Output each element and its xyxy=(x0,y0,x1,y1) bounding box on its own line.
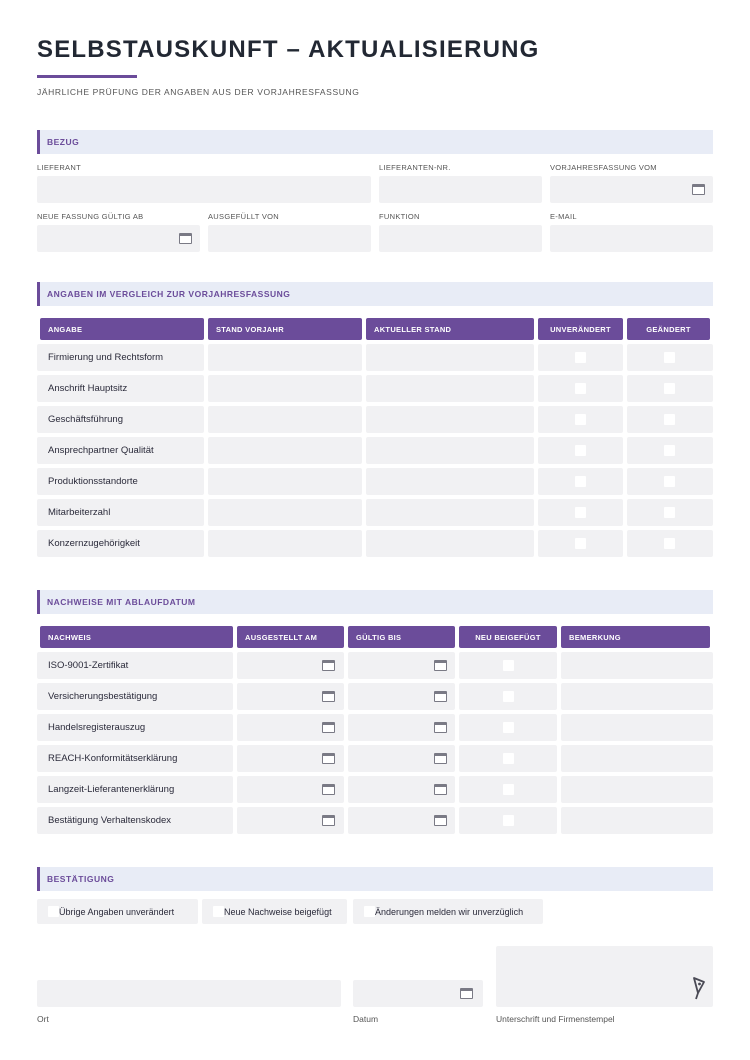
confirm-option-unveraendert[interactable]: Übrige Angaben unverändert xyxy=(37,899,198,924)
geaendert-checkbox[interactable] xyxy=(664,352,675,363)
table-row-label: Versicherungsbestätigung xyxy=(37,683,233,710)
section-bestaetigung-heading: BESTÄTIGUNG xyxy=(47,874,115,884)
neu-beigefuegt-checkbox[interactable] xyxy=(503,753,514,764)
aktueller-stand-cell[interactable] xyxy=(366,375,534,402)
unveraendert-checkbox[interactable] xyxy=(575,476,586,487)
nachweise-col-ausgestellt: AUSGESTELLT AM xyxy=(237,626,344,648)
neu-beigefuegt-checkbox[interactable] xyxy=(503,784,514,795)
confirm-option-aenderungen[interactable]: Änderungen melden wir unverzüglich xyxy=(353,899,543,924)
confirm-checkbox[interactable] xyxy=(364,906,375,917)
ort-label: Ort xyxy=(37,1014,49,1024)
table-row-label: ISO-9001-Zertifikat xyxy=(37,652,233,679)
vorjahresfassung-label: VORJAHRESFASSUNG VOM xyxy=(550,163,657,172)
calendar-icon[interactable] xyxy=(322,722,335,733)
unveraendert-cell xyxy=(538,375,623,402)
geaendert-checkbox[interactable] xyxy=(664,445,675,456)
nachweise-col-neu: NEU BEIGEFÜGT xyxy=(459,626,557,648)
geaendert-checkbox[interactable] xyxy=(664,383,675,394)
neu-beigefuegt-checkbox[interactable] xyxy=(503,722,514,733)
section-bestaetigung xyxy=(37,867,713,891)
geaendert-cell xyxy=(627,344,713,371)
nachweise-col-nachweis: NACHWEIS xyxy=(40,626,233,648)
table-row-label: Langzeit-Lieferantenerklärung xyxy=(37,776,233,803)
calendar-icon[interactable] xyxy=(434,815,447,826)
ausgefuellt-von-label: AUSGEFÜLLT VON xyxy=(208,212,280,221)
lieferanten-nr-field[interactable] xyxy=(379,176,542,203)
gueltig-date-cell[interactable] xyxy=(348,714,455,741)
aktueller-stand-cell[interactable] xyxy=(366,530,534,557)
pen-icon xyxy=(691,976,707,1000)
calendar-icon[interactable] xyxy=(460,988,473,999)
gueltig-date-cell[interactable] xyxy=(348,745,455,772)
lieferant-field[interactable] xyxy=(37,176,371,203)
unveraendert-cell xyxy=(538,437,623,464)
neue-fassung-label: NEUE FASSUNG GÜLTIG AB xyxy=(37,212,144,221)
geaendert-cell xyxy=(627,437,713,464)
datum-field[interactable] xyxy=(353,980,483,1007)
table-row-label: Mitarbeiterzahl xyxy=(37,499,204,526)
title-underline xyxy=(37,75,137,78)
email-label: E-MAIL xyxy=(550,212,577,221)
neue-fassung-date-field[interactable] xyxy=(37,225,200,252)
gueltig-date-cell[interactable] xyxy=(348,776,455,803)
confirm-option-nachweise[interactable]: Neue Nachweise beigefügt xyxy=(202,899,347,924)
unveraendert-checkbox[interactable] xyxy=(575,538,586,549)
funktion-field[interactable] xyxy=(379,225,542,252)
aktueller-stand-cell[interactable] xyxy=(366,437,534,464)
angaben-col-unveraendert: UNVERÄNDERT xyxy=(538,318,623,340)
nachweise-col-bemerkung: BEMERKUNG xyxy=(561,626,710,648)
ausgestellt-date-cell[interactable] xyxy=(237,807,344,834)
bemerkung-cell[interactable] xyxy=(561,776,713,803)
datum-label: Datum xyxy=(353,1014,379,1024)
aktueller-stand-cell[interactable] xyxy=(366,499,534,526)
lieferanten-nr-label: LIEFERANTEN-NR. xyxy=(379,163,451,172)
geaendert-checkbox[interactable] xyxy=(664,538,675,549)
page-title: SELBSTAUSKUNFT – AKTUALISIERUNG xyxy=(37,36,540,63)
calendar-icon[interactable] xyxy=(434,691,447,702)
table-row-label: Handelsregisterauszug xyxy=(37,714,233,741)
table-row-label: Anschrift Hauptsitz xyxy=(37,375,204,402)
stand-vorjahr-cell[interactable] xyxy=(208,530,362,557)
table-row-label: Produktionsstandorte xyxy=(37,468,204,495)
funktion-label: FUNKTION xyxy=(379,212,420,221)
geaendert-cell xyxy=(627,406,713,433)
geaendert-checkbox[interactable] xyxy=(664,507,675,518)
unveraendert-cell xyxy=(538,344,623,371)
stand-vorjahr-cell[interactable] xyxy=(208,468,362,495)
vorjahresfassung-date-field[interactable] xyxy=(550,176,713,203)
section-angaben-heading: ANGABEN IM VERGLEICH ZUR VORJAHRESFASSUNG xyxy=(47,289,291,299)
angaben-col-aktueller-stand: AKTUELLER STAND xyxy=(366,318,534,340)
table-row-label: Bestätigung Verhaltenskodex xyxy=(37,807,233,834)
stand-vorjahr-cell[interactable] xyxy=(208,499,362,526)
ausgestellt-date-cell[interactable] xyxy=(237,776,344,803)
lieferant-label: LIEFERANT xyxy=(37,163,81,172)
neu-cell xyxy=(459,652,557,679)
confirm-checkbox[interactable] xyxy=(213,906,224,917)
stand-vorjahr-cell[interactable] xyxy=(208,375,362,402)
section-bezug xyxy=(37,130,713,154)
geaendert-cell xyxy=(627,375,713,402)
geaendert-checkbox[interactable] xyxy=(664,414,675,425)
geaendert-cell xyxy=(627,499,713,526)
section-nachweise-heading: NACHWEISE MIT ABLAUFDATUM xyxy=(47,597,196,607)
bemerkung-cell[interactable] xyxy=(561,807,713,834)
stand-vorjahr-cell[interactable] xyxy=(208,437,362,464)
signature-field[interactable] xyxy=(496,946,713,1007)
unveraendert-cell xyxy=(538,468,623,495)
aktueller-stand-cell[interactable] xyxy=(366,468,534,495)
table-row-label: Ansprechpartner Qualität xyxy=(37,437,204,464)
table-row-label: Firmierung und Rechtsform xyxy=(37,344,204,371)
calendar-icon[interactable] xyxy=(434,784,447,795)
unterschrift-label: Unterschrift und Firmenstempel xyxy=(496,1014,615,1024)
section-angaben xyxy=(37,282,713,306)
bemerkung-cell[interactable] xyxy=(561,652,713,679)
unveraendert-cell xyxy=(538,530,623,557)
page-subtitle: JÄHRLICHE PRÜFUNG DER ANGABEN AUS DER VORJAHRESFASSUNG xyxy=(37,87,360,97)
ausgestellt-date-cell[interactable] xyxy=(237,745,344,772)
calendar-icon[interactable] xyxy=(434,753,447,764)
ausgefuellt-von-field[interactable] xyxy=(208,225,371,252)
confirm-checkbox[interactable] xyxy=(48,906,59,917)
stand-vorjahr-cell[interactable] xyxy=(208,344,362,371)
gueltig-date-cell[interactable] xyxy=(348,807,455,834)
neu-cell xyxy=(459,714,557,741)
calendar-icon[interactable] xyxy=(322,753,335,764)
calendar-icon[interactable] xyxy=(322,815,335,826)
section-bezug-heading: BEZUG xyxy=(47,137,80,147)
gueltig-date-cell[interactable] xyxy=(348,652,455,679)
calendar-icon[interactable] xyxy=(322,784,335,795)
bemerkung-cell[interactable] xyxy=(561,714,713,741)
neu-cell xyxy=(459,745,557,772)
ort-field[interactable] xyxy=(37,980,341,1007)
calendar-icon[interactable] xyxy=(179,233,192,244)
aktueller-stand-cell[interactable] xyxy=(366,406,534,433)
ausgestellt-date-cell[interactable] xyxy=(237,683,344,710)
geaendert-checkbox[interactable] xyxy=(664,476,675,487)
gueltig-date-cell[interactable] xyxy=(348,683,455,710)
calendar-icon[interactable] xyxy=(434,660,447,671)
neu-cell xyxy=(459,683,557,710)
ausgestellt-date-cell[interactable] xyxy=(237,714,344,741)
unveraendert-checkbox[interactable] xyxy=(575,383,586,394)
ausgestellt-date-cell[interactable] xyxy=(237,652,344,679)
neu-beigefuegt-checkbox[interactable] xyxy=(503,691,514,702)
unveraendert-checkbox[interactable] xyxy=(575,352,586,363)
unveraendert-cell xyxy=(538,499,623,526)
calendar-icon[interactable] xyxy=(322,691,335,702)
aktueller-stand-cell[interactable] xyxy=(366,344,534,371)
neu-cell xyxy=(459,776,557,803)
neu-cell xyxy=(459,807,557,834)
stand-vorjahr-cell[interactable] xyxy=(208,406,362,433)
nachweise-col-gueltig: GÜLTIG BIS xyxy=(348,626,455,648)
table-row-label: REACH-Konformitätserklärung xyxy=(37,745,233,772)
neu-beigefuegt-checkbox[interactable] xyxy=(503,815,514,826)
table-row-label: Konzernzugehörigkeit xyxy=(37,530,204,557)
bemerkung-cell[interactable] xyxy=(561,683,713,710)
unveraendert-checkbox[interactable] xyxy=(575,445,586,456)
table-row-label: Geschäftsführung xyxy=(37,406,204,433)
geaendert-cell xyxy=(627,468,713,495)
unveraendert-cell xyxy=(538,406,623,433)
geaendert-cell xyxy=(627,530,713,557)
calendar-icon[interactable] xyxy=(692,184,705,195)
unveraendert-checkbox[interactable] xyxy=(575,414,586,425)
neu-beigefuegt-checkbox[interactable] xyxy=(503,660,514,671)
bemerkung-cell[interactable] xyxy=(561,745,713,772)
angaben-col-geaendert: GEÄNDERT xyxy=(627,318,710,340)
email-field[interactable] xyxy=(550,225,713,252)
calendar-icon[interactable] xyxy=(434,722,447,733)
angaben-col-angabe: ANGABE xyxy=(40,318,204,340)
angaben-col-stand-vorjahr: STAND VORJAHR xyxy=(208,318,362,340)
calendar-icon[interactable] xyxy=(322,660,335,671)
section-nachweise xyxy=(37,590,713,614)
unveraendert-checkbox[interactable] xyxy=(575,507,586,518)
